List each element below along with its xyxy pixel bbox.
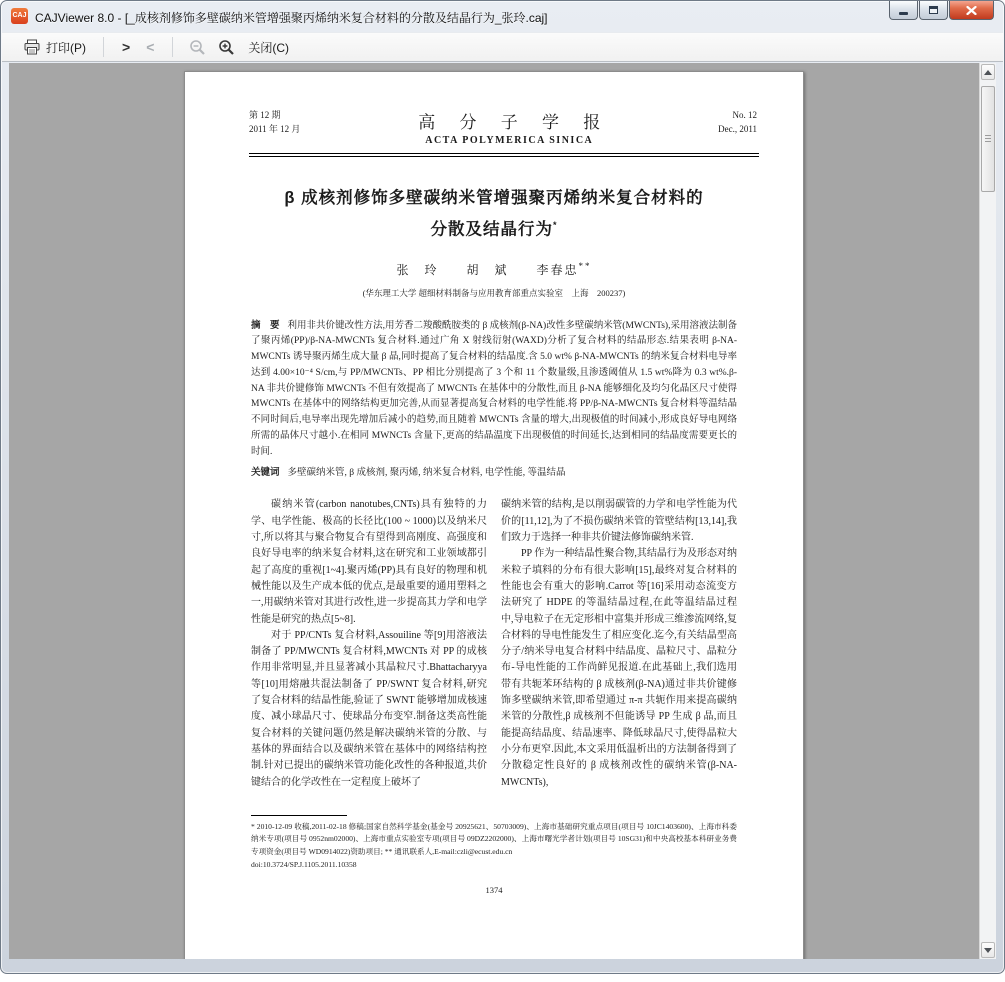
journal-name: 高 分 子 学 报 ACTA POLYMERICA SINICA	[418, 113, 611, 146]
page-number: 1374	[485, 885, 503, 896]
abstract-text: 利用非共价键改性方法,用芳香二羧酸酰胺类的 β 成核剂(β-NA)改性多壁碳纳米管(MWCNTs),采用溶液法制备了聚丙烯(PP)/β-NA-MWCNTs 复合材料.通过广角 X 射线衍射(WAXD)分析了复合材料的结晶形态.结果表明 β-NA-MWCNTs 诱导聚丙烯生成大量 β 晶,同时提高了复合材料的结晶度.含 5.0 wt% β-NA-MWCNTs 的纳米复合材料电导率达到 4.00×10⁻⁴ S/cm,与 PP/MWCNTs、PP 相比分别提高了 3 个和 11 个数量级,且渗透阈值从 1.5 wt%降为 0.3 wt%.β-NA 非共价键修饰 MWCNTs 不但有效提高了 MWCNTs 在基体中的分散性,而且 β-NA 能够细化及均匀化晶区尺寸使得 MWCNTs 在基体中的网络结构更加完善,从而显著提高复合材料的电学性能.将 PP/β-NA-MWCNTs 复合材料等温结晶不同时间后,电导率出现先增加后减小的趋势,而且随着 MWCNTs 含量的增大,出现极值的时间减小,形成良好导电网络所需的晶体尺寸越小.在相同 MWNCTs 含量下,更高的结晶温度下出现极值的时间延长,达到相同的结晶度需要更长的时间.	[251, 320, 737, 457]
toolbar-separator-2	[172, 37, 173, 57]
header-rule	[249, 153, 759, 157]
footnote-doi: doi:10.3724/SP.J.1105.2011.10358	[251, 859, 357, 869]
close-document-label: 关闭(C)	[248, 40, 290, 55]
scrollbar-grip-icon	[985, 135, 991, 143]
maximize-button[interactable]	[919, 1, 948, 20]
paper-title: β 成核剂修饰多壁碳纳米管增强聚丙烯纳米复合材料的 分散及结晶行为*	[284, 189, 704, 239]
authors: 张 玲 胡 斌 李春忠**	[396, 260, 592, 277]
scroll-up-button[interactable]	[981, 64, 995, 80]
keywords-label: 关键词	[251, 466, 280, 478]
zoom-out-icon	[189, 39, 206, 56]
journal-issue-en: No. 12 Dec., 2011	[718, 110, 757, 134]
title-footnote-marker: *	[552, 220, 558, 230]
scrollbar-thumb[interactable]	[981, 86, 995, 192]
right-column	[501, 497, 737, 790]
body-paragraph: 对于 PP/CNTs 复合材料,Assouiline 等[9]用溶液法制备了 PP/MWCNTs 复合材料,MWCNTs 对 PP 的成核作用非常明显,并且显著减小其晶粒尺寸.Bhattacharyya 等[10]用熔融共混法制备了 PP/SWNT 复合材料,研究了复合材料的结晶性能,验证了 SWNT 能够增加成核速度、减小球晶尺寸、使球晶分布变窄.制备这类高性能复合材料的关键问题仍然是解决碳纳米管的分散、与基体的界面结合以及碳纳米管在基体中的网络结构控制.针对已提出的碳纳米管功能化改性的各种报道,共价键结合的化学改性在一定程度上破坏了	[251, 629, 487, 788]
abstract-label: 摘 要	[251, 319, 280, 331]
maximize-icon	[929, 6, 938, 14]
close-icon	[966, 6, 977, 15]
affiliation: (华东理工大学 超细材料制备与应用教育部重点实验室 上海 200237)	[362, 287, 626, 298]
left-column	[251, 497, 487, 790]
zoom-in-icon	[218, 39, 235, 56]
keywords	[251, 465, 737, 482]
footnote	[251, 821, 737, 871]
vertical-scrollbar[interactable]	[979, 63, 996, 959]
journal-header	[249, 108, 757, 146]
viewer-content	[9, 63, 996, 959]
next-page-button[interactable]: >	[122, 39, 131, 55]
footnote-rule	[251, 815, 347, 816]
print-button[interactable]	[16, 36, 93, 59]
previous-page-button[interactable]: <	[146, 39, 155, 55]
body-paragraph: 碳纳米管(carbon nanotubes,CNTs)具有独特的力学、电学性能、极高的长径比(100 ~ 1000)以及纳米尺寸,所以将其与聚合物复合有望得到高刚度、高强度和良好导电率的纳米复合材料,这在研究和工业领域都引起了高度的重视[1~4].聚丙烯(PP)具有良好的物理和机械性能以及生产成本低的优点,是最重要的通用塑料之一,用碳纳米管对其进行改性,进一步提高其力学和电学性能是研究的热点[5~8].	[251, 499, 487, 625]
keywords-text: 多壁碳纳米管, β 成核剂, 聚丙烯, 纳米复合材料, 电学性能, 等温结晶	[287, 467, 566, 478]
title-bar	[1, 1, 1004, 32]
caj-app-icon: CAJ	[11, 8, 28, 24]
corresponding-author-marker: **	[578, 260, 592, 271]
body-paragraph: 碳纳米管的结构,是以削弱碳管的力学和电学性能为代价的[11,12],为了不损伤碳纳米管的管壁结构[13,14],我们致力于选择一种非共价键法修饰碳纳米管.	[501, 499, 737, 544]
arrow-down-icon	[984, 948, 992, 953]
body-paragraph: PP 作为一种结晶性聚合物,其结晶行为及形态对纳米粒子填料的分布有很大影响[15],最终对复合材料的性能也会有重大的影响.Carrot 等[16]采用动态流变方法研究了 HDPE 的等温结晶过程,在此等温结晶过程中,导电粒子在无定形相中富集并形成三维渗流网络,复合材料的导电性能发生了相应变化.迄今,有关结晶型高分子/纳米导电复合材料中结晶度、晶粒尺寸、晶粒分布-导电性能的工作尚鲜见报道.在此基础上,我们选用带有共轭苯环结构的 β 成核剂(β-NA)通过非共价键修饰多壁碳纳米管,即希望通过 π-π 共轭作用来提高碳纳米管的分散性,β 成核剂不但能诱导 PP 生成 β 晶,而且能提高结晶度、结晶速率、降低球晶尺寸,使得晶粒大小分布更窄.因此,本文采用低温析出的方法制备得到了分散稳定性良好的 β 成核剂改性的碳纳米管(β-NA-MWCNTs),	[501, 548, 737, 788]
minimize-icon	[899, 12, 908, 15]
toolbar-separator	[103, 37, 104, 57]
window-title: CAJViewer 8.0 - [_成核剂修饰多壁碳纳米管增强聚丙烯纳米复合材料的分散及结晶行为_张玲.caj]	[35, 11, 548, 25]
close-button[interactable]	[949, 1, 994, 20]
body-columns	[251, 497, 737, 790]
scroll-down-button[interactable]	[981, 942, 995, 958]
footnote-funding: * 2010-12-09 收稿,2011-02-18 修稿;国家自然科学基金(基金号 20925621、50703009)、上海市基础研究重点项目(项目号 10JC1403600)、上海市科委纳米专项(项目号 0952nm02000)、上海市重点实验室专项(项目号 09DZ2202000)、上海市曙光学者计划(项目号 10SG31)和中央高校基本科研业务费专项资金(项目号 WD0914022)资助项目; ** 通讯联系人,E-mail:czli@ecust.edu.cn	[251, 821, 737, 856]
journal-issue-cn: 第 12 期 2011 年 12 月	[249, 110, 301, 134]
zoom-in-button[interactable]	[212, 36, 241, 59]
document-page	[184, 71, 804, 959]
document-canvas[interactable]	[9, 63, 979, 959]
arrow-up-icon	[984, 70, 992, 75]
close-document-button[interactable]	[241, 36, 296, 59]
print-label: 打印(P)	[46, 40, 86, 55]
minimize-button[interactable]	[889, 1, 918, 20]
printer-icon	[23, 39, 41, 55]
abstract	[251, 318, 737, 461]
window-controls	[888, 1, 994, 20]
toolbar	[2, 32, 1003, 62]
zoom-out-button[interactable]	[183, 36, 212, 59]
